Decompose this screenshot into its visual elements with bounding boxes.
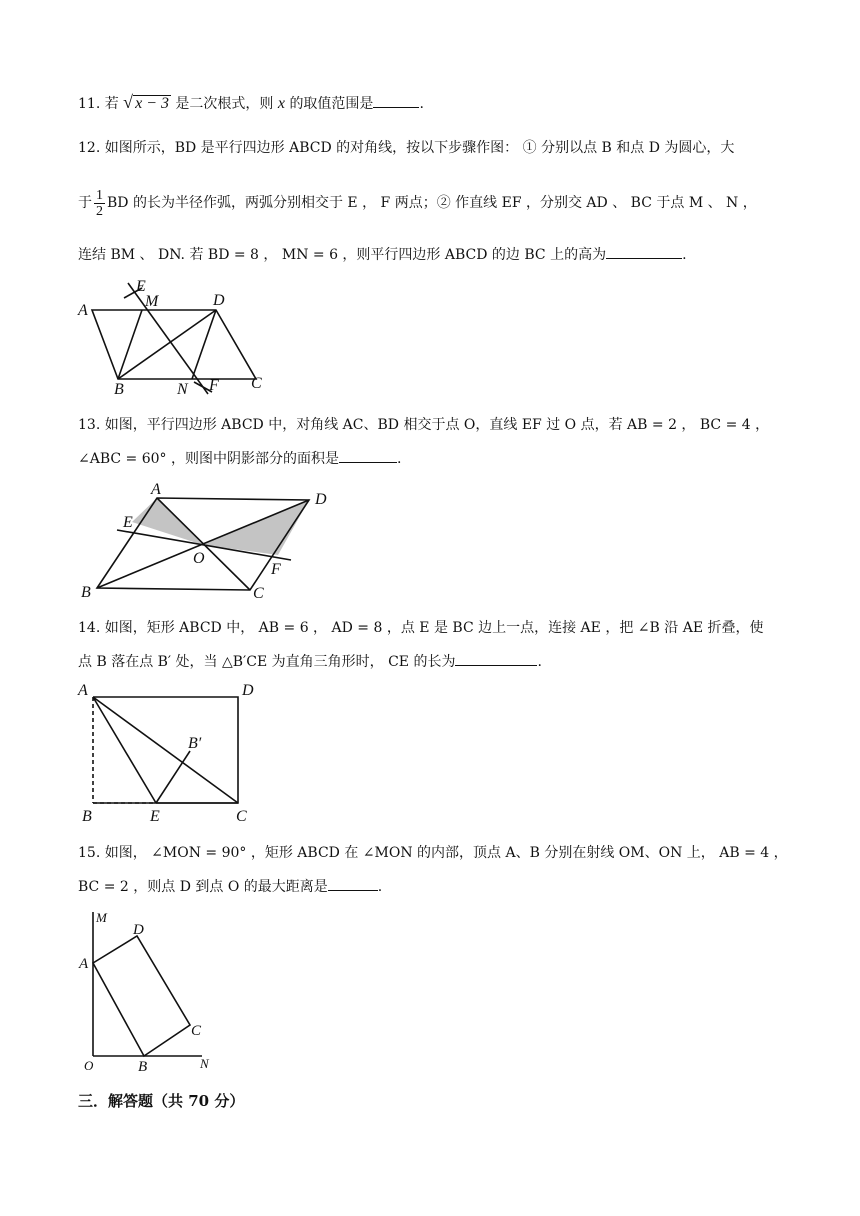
- label-f: F: [271, 561, 281, 578]
- label-b-prime: B′: [188, 735, 202, 752]
- q14-number: 14.: [78, 620, 101, 636]
- label-a: A: [79, 956, 89, 972]
- q15-line1: [78, 843, 788, 863]
- q12-line3-text: 连结 BM 、 DN. 若 BD = 8 ， MN = 6 ，则平行四边形 ABCD 的边 BC 上的高为: [78, 247, 607, 263]
- label-d: D: [133, 922, 144, 938]
- label-a: A: [151, 481, 161, 498]
- label-d: D: [213, 292, 225, 309]
- label-d: D: [242, 682, 254, 699]
- label-a: A: [78, 682, 88, 699]
- segment-bm: [118, 310, 142, 379]
- q15-answer-blank: [328, 876, 378, 891]
- segment-dn: [192, 310, 216, 379]
- segment-eb-prime: [156, 751, 190, 803]
- q15-number: 15.: [78, 845, 101, 861]
- q13-figure: [75, 478, 345, 603]
- label-c: C: [251, 375, 262, 392]
- q11-text: [78, 92, 424, 114]
- rectangle-abcd: [93, 936, 190, 1056]
- q12-line1-text: 如图所示，BD 是平行四边形 ABCD 的对角线，按以下步骤作图： ① 分别以点 B 和点 D 为圆心，大: [104, 140, 735, 156]
- q12-fraction: [94, 188, 105, 219]
- shaded-triangle-odf: [203, 500, 309, 555]
- label-c: C: [253, 585, 264, 602]
- q12-line3: [78, 244, 687, 265]
- label-o: O: [84, 1058, 94, 1073]
- q15-line2-text: BC = 2 ，则点 D 到点 O 的最大距离是: [78, 879, 328, 895]
- section-heading: 三．解答题（共 70 分）: [78, 1092, 245, 1110]
- q11-radicand: x − 3: [135, 95, 169, 112]
- q13-line2-text: ∠ABC = 60° ，则图中阴影部分的面积是: [78, 451, 339, 467]
- q12-line2-post: BD 的长为半径作弧，两弧分别相交于 E ， F 两点；② 作直线 EF ，分别交 AD 、 BC 于点 M 、 N ，: [107, 195, 757, 211]
- q14-line1-text: 如图，矩形 ABCD 中， AB = 6 ， AD = 8 ，点 E 是 BC 边上一点，连接 AE ，把 ∠B 沿 AE 折叠，使: [104, 620, 764, 636]
- q11-var: x: [277, 95, 285, 112]
- parallelogram-abcd: [92, 310, 256, 379]
- q13-line2: [78, 448, 401, 469]
- q13-number: 13.: [78, 417, 101, 433]
- radical-sign: √: [123, 92, 134, 112]
- q14-figure: [72, 680, 272, 825]
- line-ef: [128, 283, 208, 394]
- label-d: D: [315, 491, 327, 508]
- q12-number: 12.: [78, 140, 101, 156]
- q15-line1-text: 如图， ∠MON = 90° ，矩形 ABCD 在 ∠MON 的内部，顶点 A、B 分别在射线 OM、ON 上， AB = 4 ，: [104, 845, 788, 861]
- q14-line2: [78, 651, 542, 672]
- q12-period: .: [682, 247, 687, 263]
- q11-answer-blank: [373, 93, 419, 108]
- label-c: C: [236, 808, 247, 825]
- fraction-numerator: 1: [96, 187, 103, 203]
- label-c: C: [191, 1023, 202, 1039]
- q15-period: .: [377, 879, 383, 895]
- label-b: B: [138, 1059, 148, 1075]
- label-o: O: [193, 550, 205, 567]
- q11-number: 11.: [78, 96, 101, 112]
- q13-line1-text: 如图，平行四边形 ABCD 中，对角线 AC、BD 相交于点 O，直线 EF 过 O 点，若 AB = 2 ， BC = 4 ，: [104, 417, 770, 433]
- fraction-denominator: 2: [96, 203, 103, 219]
- label-n: N: [177, 381, 188, 398]
- label-b: B: [82, 808, 92, 825]
- label-n: N: [200, 1056, 209, 1071]
- q11-end: 的取值范围是: [289, 96, 374, 112]
- label-m: M: [96, 910, 107, 925]
- q13-line1: [78, 415, 769, 435]
- fold-line-ae: [93, 697, 156, 803]
- label-e: E: [123, 514, 133, 531]
- q15-line2: [78, 876, 382, 897]
- q12-line2-pre: 于: [78, 195, 92, 211]
- q15-figure: [74, 906, 224, 1076]
- q11-before: 若: [104, 96, 119, 112]
- q12-answer-blank: [606, 244, 682, 259]
- q11-after: 是二次根式，则: [175, 96, 274, 112]
- label-m: M: [145, 293, 159, 310]
- label-e: E: [136, 278, 146, 295]
- label-f: F: [209, 377, 219, 394]
- q14-answer-blank: [455, 651, 537, 666]
- label-b: B: [114, 381, 124, 398]
- q12-figure: [70, 270, 280, 400]
- q14-line2-text: 点 B 落在点 B′ 处，当 △B′CE 为直角三角形时， CE 的长为: [78, 654, 456, 670]
- q11-period: .: [419, 96, 424, 112]
- q14-line1: [78, 618, 763, 638]
- label-a: A: [78, 302, 88, 319]
- q13-period: .: [397, 451, 402, 467]
- q13-answer-blank: [339, 448, 397, 463]
- q14-period: .: [537, 654, 542, 670]
- diagonal-bd: [118, 310, 216, 379]
- label-e: E: [150, 808, 160, 825]
- q12-line1: [78, 138, 734, 158]
- label-b: B: [81, 584, 91, 601]
- q12-line2: [78, 185, 757, 221]
